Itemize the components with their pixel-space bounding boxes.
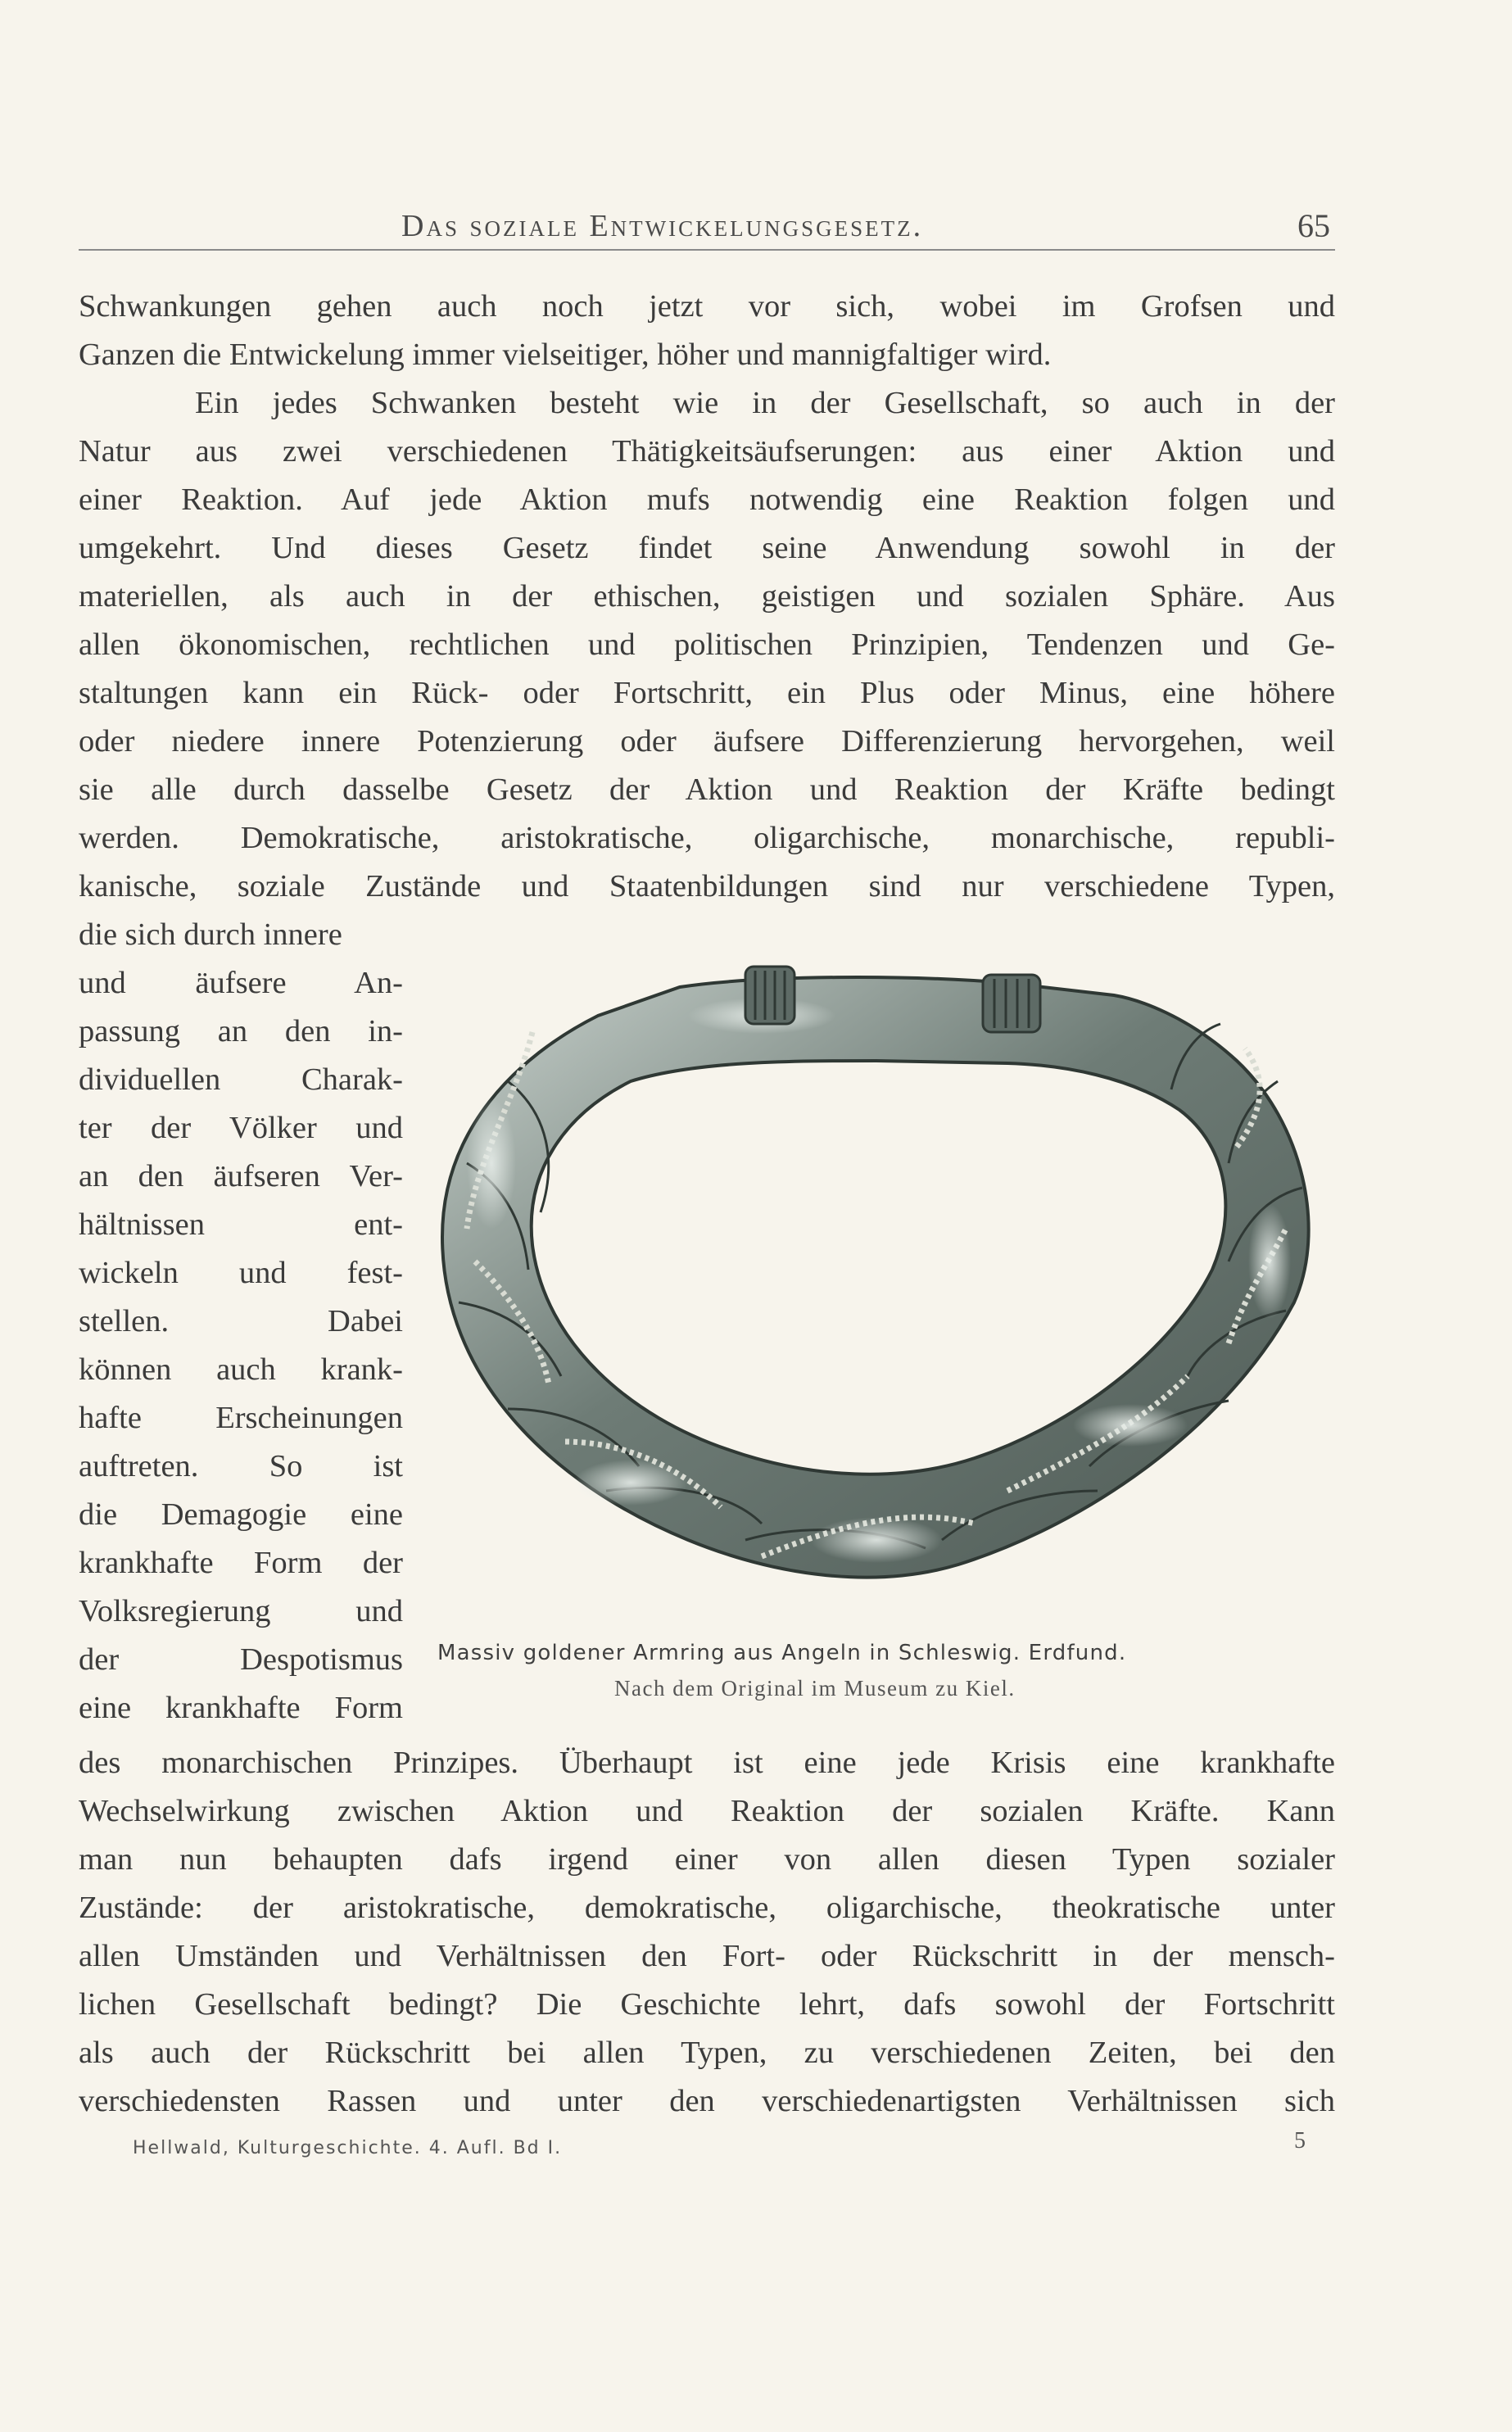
text-line: hafte Erscheinungen <box>79 1401 403 1435</box>
text-line: an den äufseren Ver- <box>79 1159 403 1193</box>
text-line: und äufsere An- <box>79 966 403 1000</box>
text-line: Schwankungen gehen auch noch jetzt vor sich, wobei im Grofsen und <box>79 289 1335 324</box>
text-line: ter der Völker und <box>79 1111 403 1145</box>
text-line: eine krankhafte Form <box>79 1691 403 1725</box>
text-line: als auch der Rückschritt bei allen Typen, zu verschiedenen Zeiten, bei den <box>79 2036 1335 2070</box>
running-title: Das soziale Entwickelungsgesetz. <box>401 209 924 243</box>
signature-line: Hellwald, Kulturgeschichte. 4. Aufl. Bd I. <box>133 2138 563 2158</box>
text-line: lichen Gesellschaft bedingt? Die Geschichte lehrt, dafs sowohl der Fortschritt <box>79 1987 1335 2022</box>
text-line: kanische, soziale Zustände und Staatenbildungen sind nur verschiedene Typen, <box>79 869 1335 904</box>
text-line: können auch krank- <box>79 1352 403 1387</box>
text-line: Ganzen die Entwickelung immer vielseitiger, höher und mannigfaltiger wird. <box>79 337 1052 372</box>
text-line: die sich durch innere <box>79 917 342 952</box>
text-line: Volksregierung und <box>79 1594 403 1628</box>
text-line: Natur aus zwei verschiedenen Thätigkeitsäufserungen: aus einer Aktion und <box>79 434 1335 469</box>
text-line: Ein jedes Schwanken besteht wie in der Gesellschaft, so auch in der <box>195 386 1335 420</box>
text-line: wickeln und fest- <box>79 1256 403 1290</box>
text-line: hältnissen ent- <box>79 1207 403 1242</box>
body-text-top <box>79 283 1335 911</box>
text-line: Zustände: der aristokratische, demokratische, oligarchische, theokratische unter <box>79 1891 1335 1925</box>
running-head <box>79 206 1335 251</box>
text-line: verschiedensten Rassen und unter den verschiedenartigsten Verhältnissen sich <box>79 2084 1335 2118</box>
text-line: materiellen, als auch in der ethischen, geistigen und sozialen Sphäre. Aus <box>79 579 1335 614</box>
text-line: man nun behaupten dafs irgend einer von allen diesen Typen sozialer <box>79 1842 1335 1877</box>
text-line: werden. Demokratische, aristokratische, oligarchische, monarchische, republi- <box>79 821 1335 855</box>
figure-subcaption: Nach dem Original im Museum zu Kiel. <box>614 1676 1016 1701</box>
figure-caption: Massiv goldener Armring aus Angeln in Schleswig. Erdfund. <box>437 1641 1127 1665</box>
text-line: der Despotismus <box>79 1642 403 1677</box>
text-line: allen Umständen und Verhältnissen den Fort- oder Rückschritt in der mensch- <box>79 1939 1335 1973</box>
body-text-beside-figure <box>79 911 403 1732</box>
sheet-number: 5 <box>1294 2128 1306 2153</box>
text-line: staltungen kann ein Rück- oder Fortschritt, ein Plus oder Minus, eine höhere <box>79 676 1335 710</box>
text-line: krankhafte Form der <box>79 1546 403 1580</box>
text-line: allen ökonomischen, rechtlichen und politischen Prinzipien, Tendenzen und Ge- <box>79 627 1335 662</box>
text-line: auftreten. So ist <box>79 1449 403 1483</box>
page-number: 65 <box>1297 207 1330 244</box>
text-line: des monarchischen Prinzipes. Überhaupt ist eine jede Krisis eine krankhafte <box>79 1746 1335 1780</box>
text-line: stellen. Dabei <box>79 1304 403 1338</box>
text-line: sie alle durch dasselbe Gesetz der Aktion und Reaktion der Kräfte bedingt <box>79 772 1335 807</box>
text-line: oder niedere innere Potenzierung oder äufsere Differenzierung hervorgehen, weil <box>79 724 1335 759</box>
text-line: die Demagogie eine <box>79 1497 403 1532</box>
armring-illustration <box>418 917 1335 1638</box>
text-line: passung an den in- <box>79 1014 403 1048</box>
text-line: einer Reaktion. Auf jede Aktion mufs notwendig eine Reaktion folgen und <box>79 482 1335 517</box>
body-text-bottom <box>79 1739 1335 2126</box>
text-line: Wechselwirkung zwischen Aktion und Reaktion der sozialen Kräfte. Kann <box>79 1794 1335 1828</box>
text-line: dividuellen Charak- <box>79 1062 403 1097</box>
armring-drawing <box>418 917 1335 1638</box>
text-line: umgekehrt. Und dieses Gesetz findet seine Anwendung sowohl in der <box>79 531 1335 565</box>
